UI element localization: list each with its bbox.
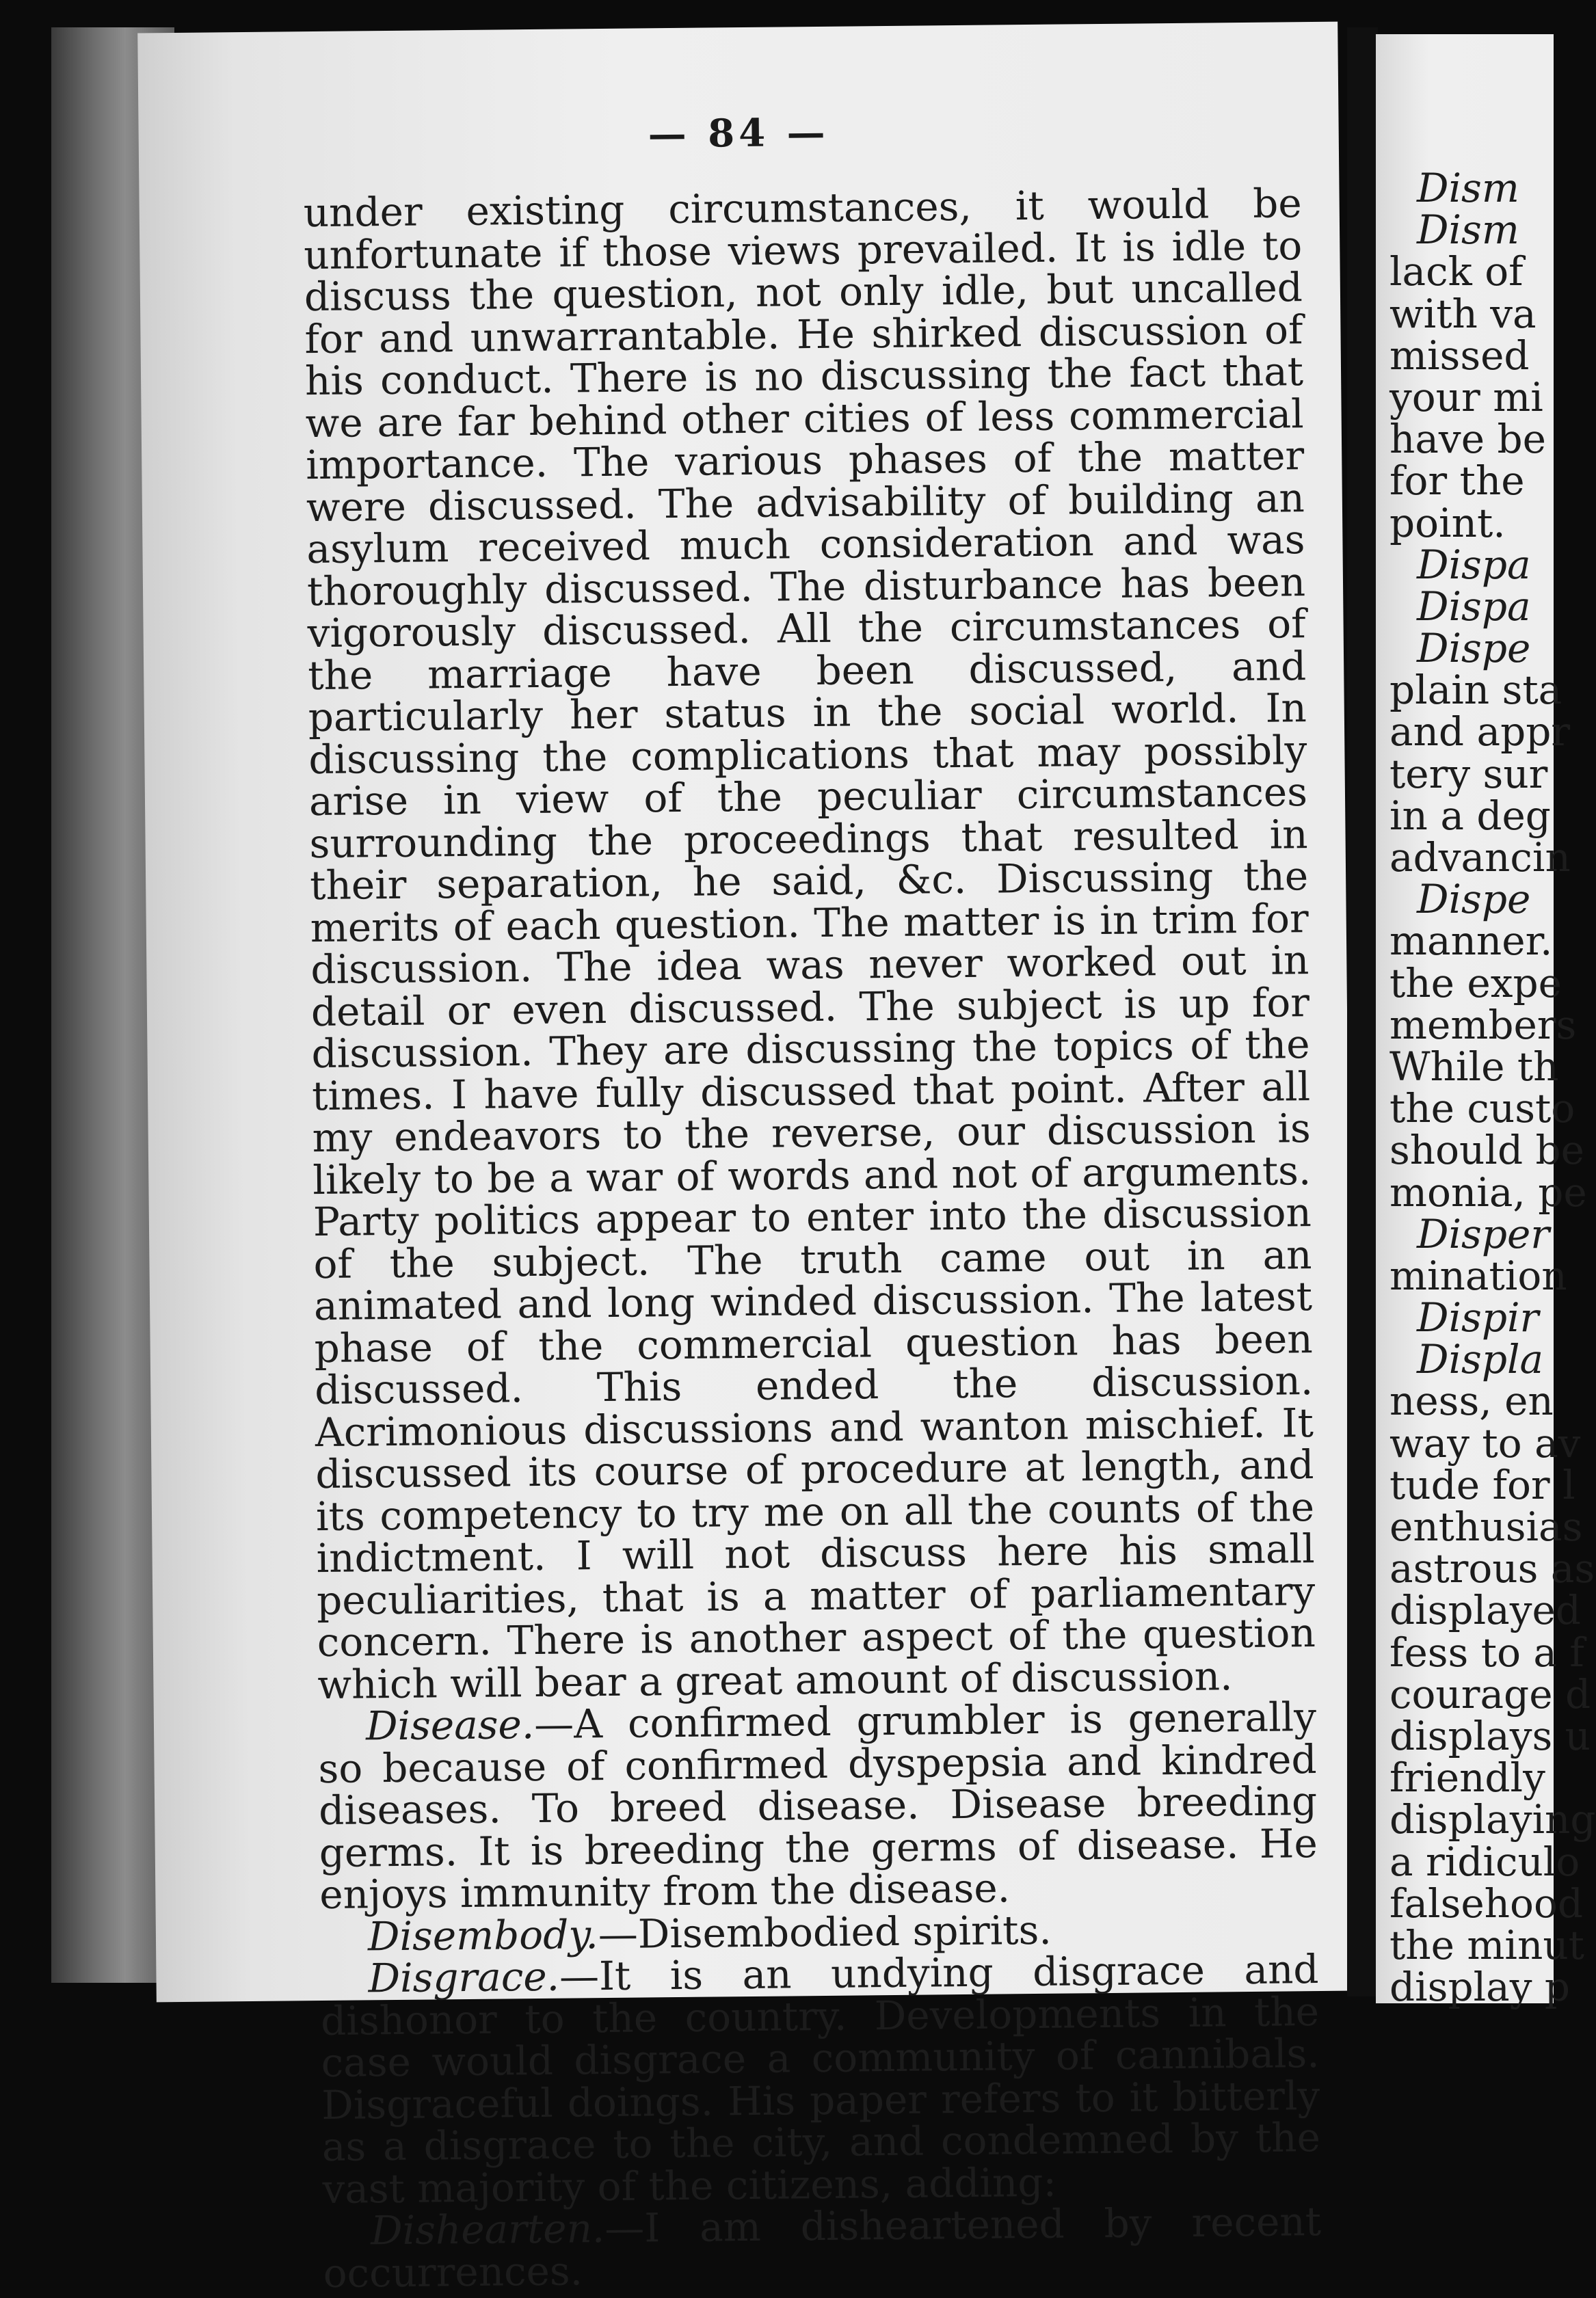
entry-disembody-text: —Disembodied spirits. [598,1906,1052,1958]
right-page-line: Dispa [1417,541,1531,588]
right-page-line: advancin [1389,834,1571,881]
right-page-line: ness, en [1389,1378,1554,1425]
right-page-line: point. [1389,499,1506,546]
right-page-line: have be [1389,416,1546,463]
entry-dishearten-text: —I am disheartened by recent occurrences. [323,2198,1322,2297]
right-page-line: fess to a f [1389,1629,1584,1676]
right-page-line: manner. [1389,918,1553,965]
right-page-line: the minut [1389,1921,1584,1968]
headword-dishearten: Dishearten. [370,2205,605,2254]
entry-dishearten [323,2198,1322,2297]
right-page-line: way to av [1389,1419,1581,1467]
book-gutter [1347,27,1378,1996]
right-page-line: mination [1389,1252,1567,1299]
left-page [137,22,1357,2297]
headword-disgrace: Disgrace. [368,1953,560,2002]
right-page-line: for the [1389,457,1525,505]
right-page-line: monia, pe [1389,1168,1587,1216]
right-page-text-fragments [1389,165,1596,2011]
right-page-line: in a deg [1389,792,1551,839]
right-page-line: the expe [1389,959,1562,1006]
entry-disease-text: —A confirmed grumbler is generally so because of confirmed dyspepsia and kindred diseases. To breed disease. Disease breeding germs. It is breeding the germs of disease. He enjoys immunity from the disease. [318,1694,1318,1919]
right-page-line: Dispa [1417,583,1531,630]
page-body [303,180,1322,2297]
right-page-line: and appr [1389,708,1571,756]
right-page-line: Disper [1417,1210,1550,1257]
right-page-line: tery sur [1389,750,1548,797]
page-number: — 84 — [648,109,829,157]
right-page-line: Dism [1417,165,1519,211]
discuss-entry-continuation: under existing circumstances, it would be unfortunate if those views prevailed. It is idle to discuss the question, not only idle, but uncalled for and unwarrantable. He shirked discussion of his conduct. There is no discussing the fact that we are far behind other cities of less commercial importance. The various phases of the matter were discussed. The advisability of building an asylum received much consideration and was thoroughly discussed. The disturbance has been vigorously discussed. All the circumstances of the marriage have been discussed, and particularly her status in the social world. In discussing the complications that may possibly arise in view of the peculiar circumstances surrounding the proceedings that resulted in their separation, he said, &c. Discussing the merits of each question. The matter is in trim for discussion. The idea was never worked out in detail or even discussed. The subject is up for discussion. They are discussing the topics of the times. I have fully discussed that point. After all my endeavors to the reverse, our discussion is likely to be a war of words and not of arguments. Party politics appear to enter into the discussion of the subject. The truth came out in an animated and long winded discussion. The latest phase of the commercial question has been discussed. This ended the discussion. Acrimonious discussions and wanton mischief. It discussed its course of procedure at length, and its competency to try me on all the counts of the indictment. I will not discuss here his small peculiarities, that is a matter of parliamentary concern. There is another aspect of the question which will bear a great amount of discussion. [303,180,1316,1708]
headword-disease: Disease. [365,1701,535,1750]
right-page-line: display p [1389,1964,1571,2011]
right-page-line: the custo [1389,1085,1575,1132]
right-page-line: Dism [1417,206,1519,254]
headword-disembody: Disembody. [367,1910,599,1960]
right-page-line: astrous as [1389,1545,1595,1592]
right-page-line: Dispe [1417,625,1531,672]
right-page-line: tude for l [1389,1461,1575,1508]
right-page-line: While th [1389,1043,1559,1090]
right-page-line: courage d [1389,1670,1591,1718]
entry-disgrace-text: —It is an undying disgrace and dishonor to the country. Developments in the case would disgrace a community of cannibals. Disgraceful doings. His paper refers to it bitterly as a disgrace to the city, and condemned by the vast majority of the citizens, adding: [320,1946,1321,2213]
right-page-line: displayed [1389,1587,1581,1634]
right-page-line: friendly [1389,1754,1545,1802]
right-page-line: Displa [1417,1336,1544,1383]
right-page-line: members [1389,1001,1577,1048]
right-page-line: falsehood [1389,1880,1584,1927]
right-page-line: Dispir [1417,1294,1539,1341]
entry-disease [318,1694,1318,1919]
right-page-line: missed [1389,332,1530,379]
right-page-line: should be [1389,1127,1584,1174]
right-page-line: a ridiculo [1389,1838,1580,1885]
right-page-line: enthusias [1389,1504,1583,1550]
right-page-line: Dispe [1417,876,1531,923]
right-page-line: displays u [1389,1712,1591,1759]
right-page [1376,34,1596,2011]
right-page-line: with va [1389,290,1537,337]
right-page-line: lack of [1389,248,1524,295]
right-page-line: your mi [1389,373,1543,420]
entry-disgrace [320,1946,1321,2213]
right-page-line: plain sta [1389,667,1562,714]
right-page-line: displaying [1389,1796,1596,1843]
